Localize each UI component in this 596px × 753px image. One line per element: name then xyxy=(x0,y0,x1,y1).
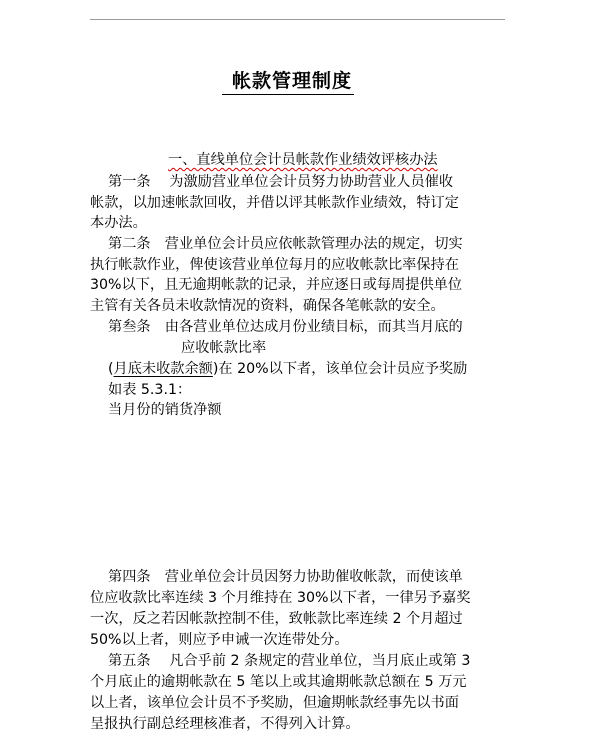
article-1-line-2: 帐款，以加速帐款回收，并借以评其帐款作业绩效，特订定 xyxy=(90,195,459,211)
article-2-line-2: 执行帐款作业，俾使该营业单位每月的应收帐款比率保持在 xyxy=(90,257,459,273)
article-4-line-2: 位应收款比率连续 3 个月维持在 30%以下者，一律另予嘉奖 xyxy=(90,590,471,606)
article-3-line-3-rest: )在 20%以下者，该单位会计员应予奖励 xyxy=(212,361,468,377)
header-rule xyxy=(90,19,505,20)
blank-table-area xyxy=(90,430,505,560)
ratio-numerator-label: 应收帐款比率 xyxy=(181,340,267,356)
article-2-line-4: 主管有关各员未收款情况的资料，确保各笔帐款的安全。 xyxy=(90,298,445,314)
document-title: 帐款管理制度 xyxy=(222,66,354,95)
article-4-line-1: 第四条 营业单位会计员因努力协助催收帐款，而使该单 xyxy=(108,569,463,585)
article-5-line-3: 以上者，该单位会计员不予奖励，但逾期帐款经事先以书面 xyxy=(90,695,459,711)
article-4-line-3: 一次，反之若因帐款控制不佳，致帐款比率连续 2 个月超过 xyxy=(90,611,463,627)
article-1-line-3: 本办法。 xyxy=(90,215,147,231)
article-4-line-4: 50%以上者，则应予申诫一次连带处分。 xyxy=(90,632,349,648)
article-5-line-1: 第五条 凡合乎前 2 条规定的营业单位，当月底止或第 3 xyxy=(108,653,471,669)
article-2-line-3: 30%以下，且无逾期帐款的记录，并应逐日或每周提供单位 xyxy=(90,277,463,293)
article-2-line-1: 第二条 营业单位会计员应依帐款管理办法的规定，切实 xyxy=(108,236,463,252)
underlined-term: 月底未收款余额 xyxy=(113,361,213,377)
article-5-line-4: 呈报执行副总经理核准者，不得列入计算。 xyxy=(90,716,360,732)
article-3-line-1: 第叁条 由各营业单位达成月份业绩目标，而其当月底的 xyxy=(108,319,463,335)
article-3-line-3 xyxy=(108,359,467,379)
ratio-denominator-label: 当月份的销货净额 xyxy=(108,402,222,418)
paren-open: ( xyxy=(108,361,114,377)
article-1-line-1: 第一条 为激励营业单位会计员努力协助营业人员催收 xyxy=(108,174,454,190)
article-3-line-4: 如表 5.3.1： xyxy=(108,382,192,398)
section-heading: 一、直线单位会计员帐款作业绩效评核办法 xyxy=(168,152,438,168)
article-5-line-2: 个月底止的逾期帐款在 5 笔以上或其逾期帐款总额在 5 万元 xyxy=(90,674,467,690)
